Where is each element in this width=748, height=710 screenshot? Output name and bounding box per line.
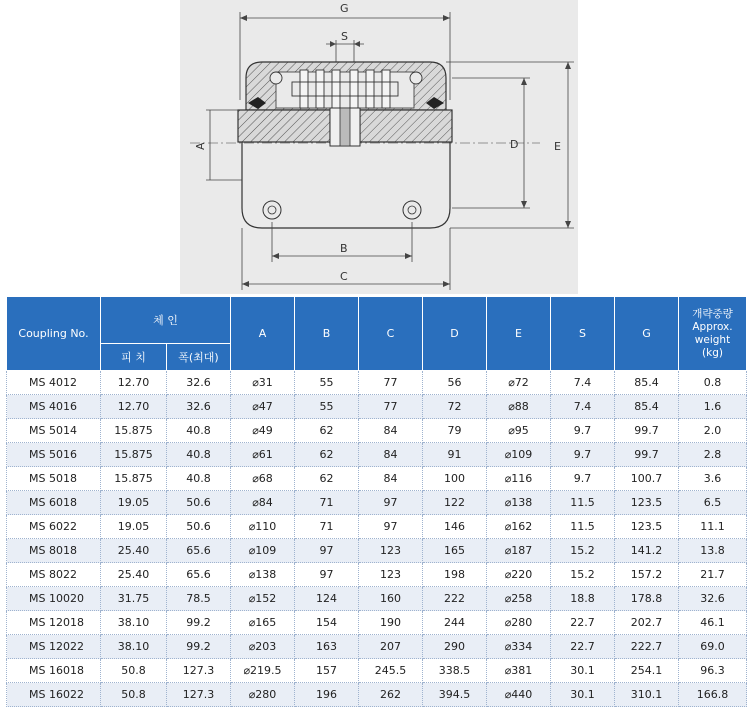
table-cell: 207 [359, 635, 423, 659]
table-row [7, 395, 747, 419]
header-g: G [615, 297, 679, 371]
table-cell: 310.1 [615, 683, 679, 707]
table-row [7, 611, 747, 635]
table-cell: 11.5 [551, 491, 615, 515]
table-cell: 97 [295, 563, 359, 587]
table-cell: 19.05 [101, 515, 167, 539]
header-weight [679, 297, 747, 371]
table-row [7, 515, 747, 539]
table-row [7, 539, 747, 563]
table-cell: 202.7 [615, 611, 679, 635]
table-cell: ⌀187 [487, 539, 551, 563]
table-cell: ⌀72 [487, 371, 551, 395]
table-cell: 338.5 [423, 659, 487, 683]
table-cell: 97 [295, 539, 359, 563]
coupling-diagram [180, 0, 578, 294]
table-cell: 72 [423, 395, 487, 419]
table-cell: 198 [423, 563, 487, 587]
table-cell: 178.8 [615, 587, 679, 611]
table-cell: 262 [359, 683, 423, 707]
table-cell: 122 [423, 491, 487, 515]
table-cell: 222.7 [615, 635, 679, 659]
header-a: A [231, 297, 295, 371]
table-cell: 30.1 [551, 659, 615, 683]
table-cell: 55 [295, 395, 359, 419]
table-cell: 166.8 [679, 683, 747, 707]
coupling-no-cell: MS 12018 [7, 611, 101, 635]
coupling-no-cell: MS 8018 [7, 539, 101, 563]
table-cell: 123.5 [615, 491, 679, 515]
table-row [7, 443, 747, 467]
table-cell: 19.05 [101, 491, 167, 515]
table-cell: 65.6 [167, 539, 231, 563]
dim-b-label: B [340, 242, 348, 255]
table-cell: ⌀110 [231, 515, 295, 539]
table-cell: 99.7 [615, 419, 679, 443]
header-weight-en-1: Approx. [692, 320, 733, 333]
table-cell: 84 [359, 419, 423, 443]
table-cell: 79 [423, 419, 487, 443]
dim-s-label: S [341, 30, 348, 43]
table-cell: 25.40 [101, 563, 167, 587]
table-cell: 245.5 [359, 659, 423, 683]
table-cell: 12.70 [101, 371, 167, 395]
table-cell: 96.3 [679, 659, 747, 683]
table-cell: 69.0 [679, 635, 747, 659]
table-cell: 31.75 [101, 587, 167, 611]
table-cell: 97 [359, 515, 423, 539]
table-cell: 15.2 [551, 563, 615, 587]
coupling-no-cell: MS 5018 [7, 467, 101, 491]
table-cell: 84 [359, 467, 423, 491]
table-cell: ⌀280 [231, 683, 295, 707]
table-row [7, 371, 747, 395]
table-cell: 15.875 [101, 443, 167, 467]
header-c: C [359, 297, 423, 371]
table-cell: 290 [423, 635, 487, 659]
table-cell: 394.5 [423, 683, 487, 707]
table-cell: 15.2 [551, 539, 615, 563]
table-cell: 78.5 [167, 587, 231, 611]
table-cell: 12.70 [101, 395, 167, 419]
coupling-no-cell: MS 6018 [7, 491, 101, 515]
header-weight-kr: 개략중량 [692, 307, 733, 320]
table-cell: 7.4 [551, 395, 615, 419]
table-cell: 84 [359, 443, 423, 467]
table-row [7, 563, 747, 587]
table-row [7, 659, 747, 683]
table-cell: 85.4 [615, 395, 679, 419]
table-cell: 127.3 [167, 659, 231, 683]
table-row [7, 635, 747, 659]
table-cell: 123 [359, 563, 423, 587]
table-cell: 56 [423, 371, 487, 395]
table-cell: 30.1 [551, 683, 615, 707]
table-cell: ⌀84 [231, 491, 295, 515]
table-cell: 100.7 [615, 467, 679, 491]
table-cell: ⌀109 [231, 539, 295, 563]
table-cell: 77 [359, 371, 423, 395]
table-cell: 25.40 [101, 539, 167, 563]
table-cell: ⌀258 [487, 587, 551, 611]
table-cell: 6.5 [679, 491, 747, 515]
coupling-no-cell: MS 4012 [7, 371, 101, 395]
table-cell: 99.7 [615, 443, 679, 467]
table-cell: ⌀116 [487, 467, 551, 491]
table-cell: 9.7 [551, 419, 615, 443]
table-cell: 50.6 [167, 515, 231, 539]
table-cell: ⌀88 [487, 395, 551, 419]
coupling-no-cell: MS 10020 [7, 587, 101, 611]
table-cell: 13.8 [679, 539, 747, 563]
table-cell: 38.10 [101, 611, 167, 635]
table-cell: ⌀280 [487, 611, 551, 635]
table-cell: 9.7 [551, 443, 615, 467]
table-cell: ⌀138 [231, 563, 295, 587]
coupling-no-cell: MS 16022 [7, 683, 101, 707]
table-cell: 222 [423, 587, 487, 611]
table-cell: 85.4 [615, 371, 679, 395]
table-cell: 40.8 [167, 419, 231, 443]
table-cell: 62 [295, 443, 359, 467]
header-weight-en-3: (kg) [702, 346, 723, 359]
table-cell: 55 [295, 371, 359, 395]
table-cell: 77 [359, 395, 423, 419]
coupling-no-cell: MS 12022 [7, 635, 101, 659]
coupling-spec-table [6, 296, 747, 707]
dim-d-label: D [510, 138, 519, 151]
table-cell: 32.6 [167, 395, 231, 419]
coupling-no-cell: MS 5016 [7, 443, 101, 467]
table-cell: 40.8 [167, 467, 231, 491]
header-coupling-no: Coupling No. [7, 297, 101, 371]
table-cell: 190 [359, 611, 423, 635]
table-cell: 32.6 [167, 371, 231, 395]
table-cell: 91 [423, 443, 487, 467]
table-cell: 38.10 [101, 635, 167, 659]
table-cell: 62 [295, 467, 359, 491]
table-cell: ⌀381 [487, 659, 551, 683]
table-row [7, 491, 747, 515]
table-row [7, 587, 747, 611]
table-cell: 50.6 [167, 491, 231, 515]
dim-g-label: G [340, 2, 349, 15]
table-cell: ⌀152 [231, 587, 295, 611]
table-cell: ⌀49 [231, 419, 295, 443]
table-cell: 2.8 [679, 443, 747, 467]
table-cell: 196 [295, 683, 359, 707]
table-cell: 244 [423, 611, 487, 635]
header-weight-en-2: weight [694, 333, 731, 346]
table-cell: ⌀165 [231, 611, 295, 635]
table-cell: 40.8 [167, 443, 231, 467]
table-cell: 18.8 [551, 587, 615, 611]
table-cell: 97 [359, 491, 423, 515]
coupling-no-cell: MS 5014 [7, 419, 101, 443]
table-cell: 100 [423, 467, 487, 491]
table-cell: 46.1 [679, 611, 747, 635]
table-row [7, 467, 747, 491]
table-cell: ⌀440 [487, 683, 551, 707]
table-cell: 65.6 [167, 563, 231, 587]
table-row [7, 419, 747, 443]
coupling-no-cell: MS 16018 [7, 659, 101, 683]
table-cell: ⌀47 [231, 395, 295, 419]
table-body [7, 371, 747, 707]
table-cell: 254.1 [615, 659, 679, 683]
table-cell: 71 [295, 491, 359, 515]
table-cell: ⌀219.5 [231, 659, 295, 683]
coupling-no-cell: MS 6022 [7, 515, 101, 539]
table-cell: 163 [295, 635, 359, 659]
table-cell: 9.7 [551, 467, 615, 491]
table-cell: ⌀220 [487, 563, 551, 587]
table-cell: 50.8 [101, 683, 167, 707]
coupling-no-cell: MS 4016 [7, 395, 101, 419]
dim-c-label: C [340, 270, 348, 283]
table-cell: ⌀334 [487, 635, 551, 659]
table-cell: 15.875 [101, 419, 167, 443]
header-e: E [487, 297, 551, 371]
table-cell: 157.2 [615, 563, 679, 587]
table-cell: 50.8 [101, 659, 167, 683]
table-cell: 160 [359, 587, 423, 611]
header-d: D [423, 297, 487, 371]
dim-e-label: E [554, 140, 561, 153]
table-cell: ⌀109 [487, 443, 551, 467]
table-cell: ⌀95 [487, 419, 551, 443]
table-cell: 22.7 [551, 635, 615, 659]
table-cell: 1.6 [679, 395, 747, 419]
table-cell: 11.5 [551, 515, 615, 539]
table-cell: 3.6 [679, 467, 747, 491]
header-pitch: 피 치 [101, 344, 167, 371]
table-cell: 99.2 [167, 635, 231, 659]
header-b: B [295, 297, 359, 371]
table-cell: 154 [295, 611, 359, 635]
table-cell: 22.7 [551, 611, 615, 635]
table-cell: 141.2 [615, 539, 679, 563]
header-chain: 체 인 [101, 297, 231, 344]
dim-a-label: A [194, 142, 207, 150]
header-width: 폭(최대) [167, 344, 231, 371]
table-cell: ⌀162 [487, 515, 551, 539]
table-cell: ⌀31 [231, 371, 295, 395]
table-cell: 157 [295, 659, 359, 683]
coupling-drawing [180, 0, 578, 294]
table-cell: 11.1 [679, 515, 747, 539]
table-cell: 165 [423, 539, 487, 563]
table-cell: 71 [295, 515, 359, 539]
table-cell: ⌀68 [231, 467, 295, 491]
table-cell: 146 [423, 515, 487, 539]
table-cell: 0.8 [679, 371, 747, 395]
table-cell: 2.0 [679, 419, 747, 443]
header-s: S [551, 297, 615, 371]
table-cell: 123 [359, 539, 423, 563]
table-cell: ⌀61 [231, 443, 295, 467]
table-cell: 99.2 [167, 611, 231, 635]
table-cell: 62 [295, 419, 359, 443]
table-cell: 32.6 [679, 587, 747, 611]
table-cell: ⌀138 [487, 491, 551, 515]
table-cell: ⌀203 [231, 635, 295, 659]
table-cell: 127.3 [167, 683, 231, 707]
table-cell: 21.7 [679, 563, 747, 587]
table-cell: 15.875 [101, 467, 167, 491]
table-cell: 124 [295, 587, 359, 611]
coupling-no-cell: MS 8022 [7, 563, 101, 587]
table-cell: 123.5 [615, 515, 679, 539]
table-row [7, 683, 747, 707]
table-cell: 7.4 [551, 371, 615, 395]
